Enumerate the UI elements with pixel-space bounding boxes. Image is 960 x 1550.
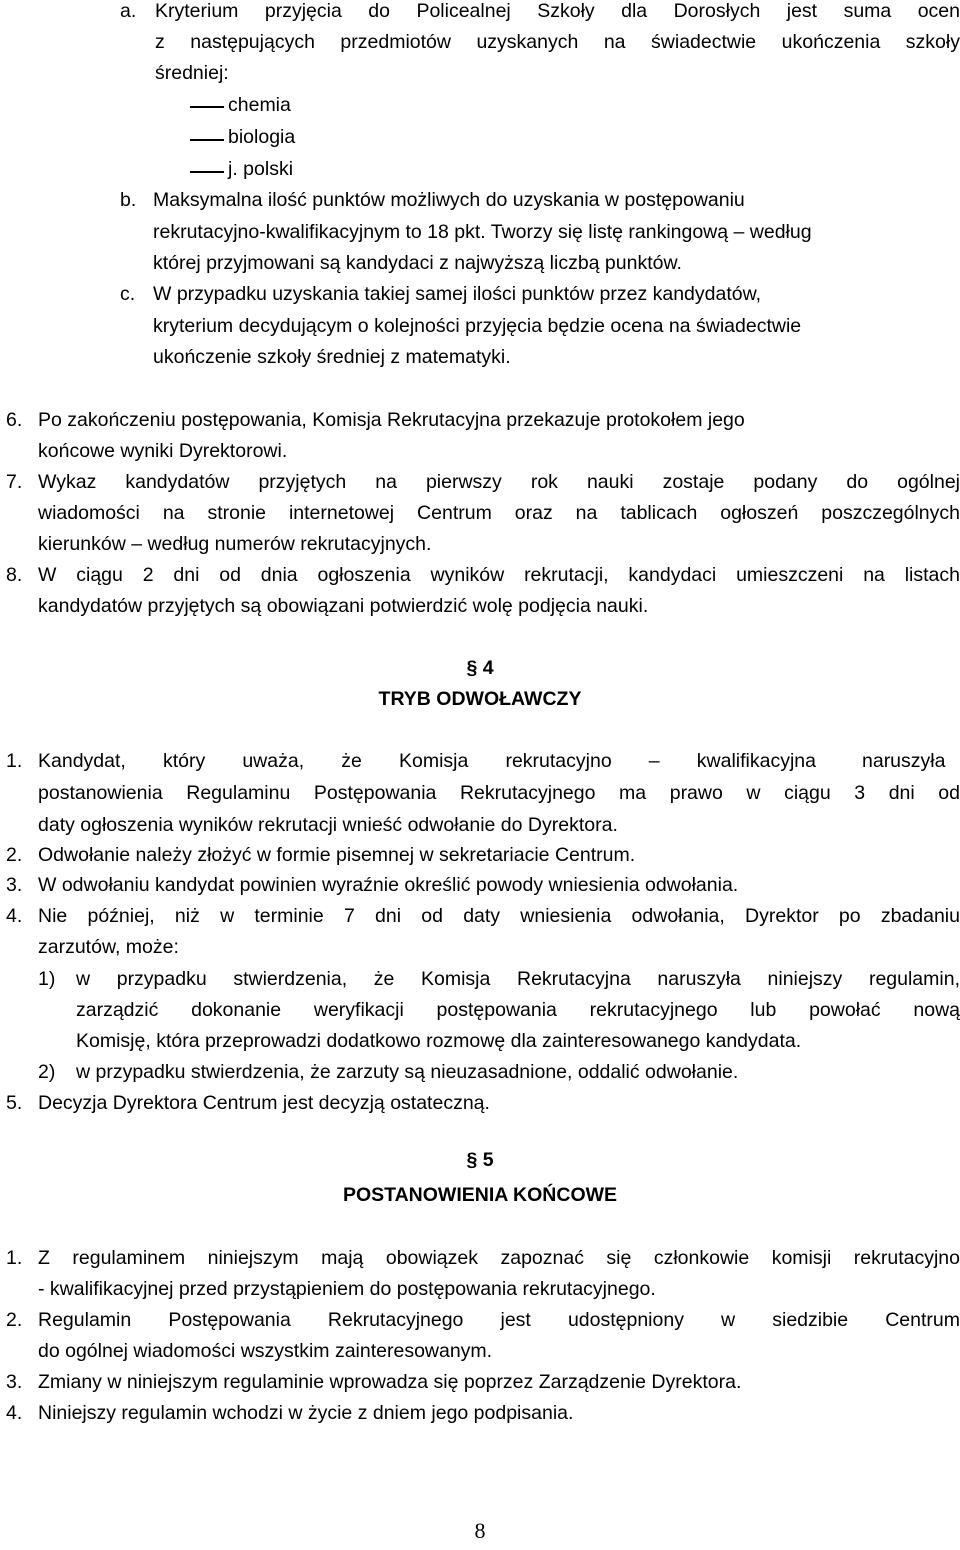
section-title: TRYB ODWOŁAWCZY [378,688,582,710]
paragraph-line: Po zakończeniu postępowania, Komisja Rekrutacyjna przekazuje protokołem jego [38,409,745,431]
subject-item: j. polski [228,158,294,180]
paragraph-line: do ogólnej wiadomości wszystkim zainteresowanym. [38,1340,493,1362]
sublist-marker: 1) [38,968,56,990]
paragraph-marker: 1. [6,1247,23,1269]
dash-bullet [190,171,224,173]
criteria-b-line: której przyjmowani są kandydaci z najwyższą liczbą punktów. [153,252,682,274]
sublist-line: w przypadku stwierdzenia, że zarzuty są nieuzasadnione, oddalić odwołanie. [76,1061,739,1083]
sublist-line: zarządzić dokonanie weryfikacji postępowania rekrutacyjnego lub powołać nową [76,999,960,1021]
section-title: POSTANOWIENIA KOŃCOWE [342,1184,618,1206]
criteria-c-line: W przypadku uzyskania takiej samej ilości punktów przez kandydatów, [153,283,762,305]
criteria-c-line: ukończenie szkoły średniej z matematyki. [153,346,511,368]
paragraph-marker: 4. [6,1402,23,1424]
paragraph-marker: 8. [6,564,23,586]
subject-item: chemia [228,94,291,116]
paragraph-marker: 2. [6,1309,23,1331]
paragraph-line: W ciągu 2 dni od dnia ogłoszenia wyników rekrutacji, kandydaci umieszczeni na listach [38,564,960,586]
dash-bullet [190,139,224,141]
paragraph-line: kierunków – według numerów rekrutacyjnych. [38,533,432,555]
dash-bullet [190,106,224,108]
criteria-c-line: kryterium decydującym o kolejności przyjęcia będzie ocena na świadectwie [153,315,802,337]
paragraph-marker: 4. [6,905,23,927]
paragraph-line: naruszyła [862,750,946,772]
paragraph-line: daty ogłoszenia wyników rekrutacji wnieść odwołanie do Dyrektora. [38,814,618,836]
section-number: § 5 [466,1149,494,1171]
list-marker-a: a. [120,0,137,22]
section-number: § 4 [466,657,494,679]
paragraph-marker: 2. [6,844,23,866]
sublist-line: w przypadku stwierdzenia, że Komisja Rekrutacyjna naruszyła niniejszy regulamin, [76,968,960,990]
paragraph-line: Wykaz kandydatów przyjętych na pierwszy rok nauki zostaje podany do ogólnej [38,471,960,493]
paragraph-line: końcowe wyniki Dyrektorowi. [38,440,288,462]
paragraph-marker: 1. [6,750,23,772]
subject-item: biologia [228,126,296,148]
paragraph-line: Zmiany w niniejszym regulaminie wprowadza się poprzez Zarządzenie Dyrektora. [38,1371,742,1393]
criteria-a-line: Kryterium przyjęcia do Policealnej Szkoły dla Dorosłych jest suma ocen [155,0,960,22]
paragraph-marker: 3. [6,1371,23,1393]
paragraph-line: - kwalifikacyjnej przed przystąpieniem do postępowania rekrutacyjnego. [38,1278,656,1300]
paragraph-line: Odwołanie należy złożyć w formie pisemnej w sekretariacie Centrum. [38,844,636,866]
paragraph-line: postanowienia Regulaminu Postępowania Rekrutacyjnego ma prawo w ciągu 3 dni od [38,782,960,804]
paragraph-marker: 7. [6,471,23,493]
paragraph-marker: 5. [6,1092,23,1114]
criteria-b-line: rekrutacyjno-kwalifikacyjnym to 18 pkt. Tworzy się listę rankingową – według [153,221,812,243]
paragraph-marker: 6. [6,409,23,431]
sublist-line: Komisję, która przeprowadzi dodatkowo rozmowę dla zainteresowanego kandydata. [76,1030,802,1052]
paragraph-line: wiadomości na stronie internetowej Centrum oraz na tablicach ogłoszeń poszczególnych [38,502,960,524]
paragraph-line: zarzutów, może: [38,936,179,958]
criteria-a-line: z następujących przedmiotów uzyskanych na świadectwie ukończenia szkoły [155,31,960,53]
list-marker-b: b. [120,189,137,211]
page-number: 8 [474,1518,486,1543]
paragraph-line: Niniejszy regulamin wchodzi w życie z dniem jego podpisania. [38,1402,574,1424]
paragraph-line: Nie później, niż w terminie 7 dni od daty wniesienia odwołania, Dyrektor po zbadaniu [38,905,960,927]
paragraph-line: Regulamin Postępowania Rekrutacyjnego jest udostępniony w siedzibie Centrum [38,1309,960,1331]
criteria-b-line: Maksymalna ilość punktów możliwych do uzyskania w postępowaniu [153,189,745,211]
paragraph-line: Decyzja Dyrektora Centrum jest decyzją ostateczną. [38,1092,490,1114]
list-marker-c: c. [120,283,136,305]
paragraph-line: W odwołaniu kandydat powinien wyraźnie określić powody wniesienia odwołania. [38,874,739,896]
paragraph-marker: 3. [6,874,23,896]
paragraph-line: kandydatów przyjętych są obowiązani potwierdzić wolę podjęcia nauki. [38,595,649,617]
paragraph-line: Kandydat, który uważa, że Komisja rekrutacyjno – kwalifikacyjna [38,750,816,772]
criteria-a-line: średniej: [155,62,229,84]
paragraph-line: Z regulaminem niniejszym mają obowiązek zapoznać się członkowie komisji rekrutacyjno [38,1247,960,1269]
sublist-marker: 2) [38,1061,56,1083]
